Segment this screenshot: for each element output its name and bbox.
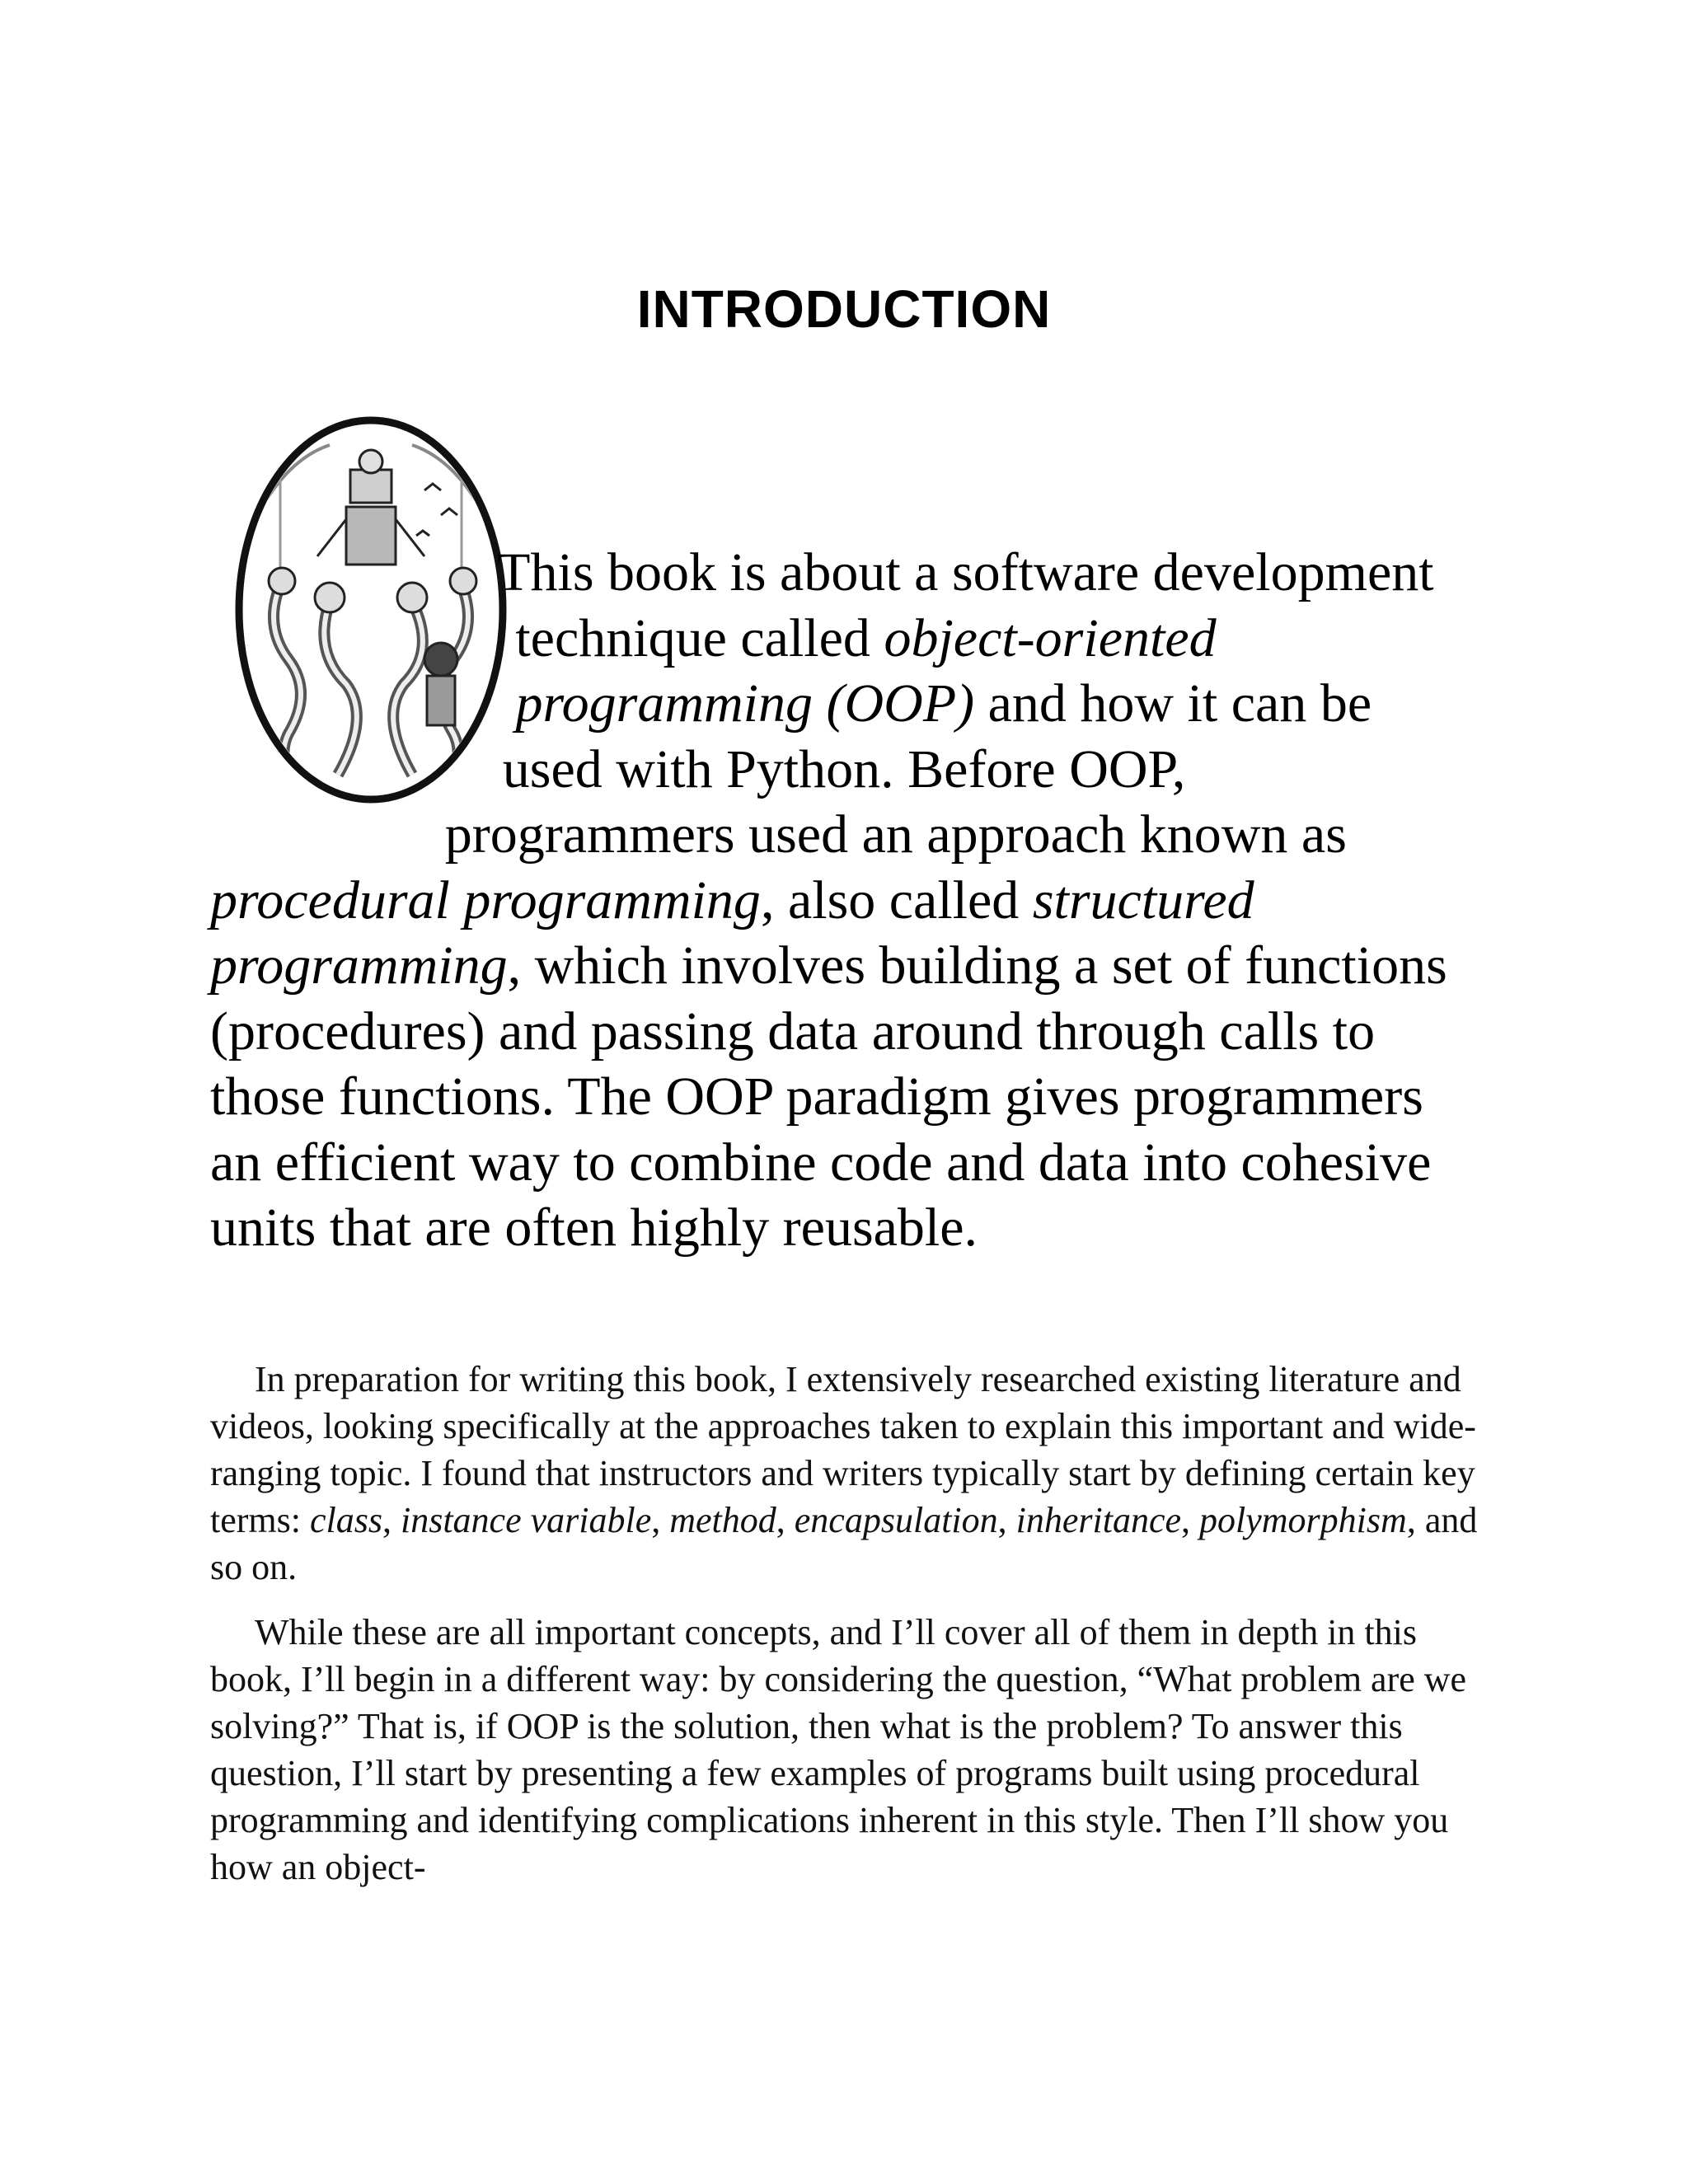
lead-text-2: and how it can be used with Python. Before OOP, programmers used an approach known as <box>444 673 1372 865</box>
lead-emphasis-procedural: procedural programming <box>210 869 761 930</box>
ornament-icon <box>231 412 511 808</box>
lead-text-1: This book is about a software development technique called <box>497 542 1434 668</box>
term-method: method <box>669 1500 776 1540</box>
lead-emphasis-oop: object-oriented programming (OOP) <box>515 607 1217 733</box>
chapter-ornament-illustration <box>210 412 515 824</box>
sep: , <box>651 1500 670 1540</box>
term-polymorphism: polymorphism <box>1199 1500 1407 1540</box>
lead-emphasis-structured: structured programming <box>210 869 1254 996</box>
sep: , <box>382 1500 401 1540</box>
sep: , <box>1181 1500 1200 1540</box>
lead-text-4: , which involves building a set of functions (procedures) and passing data around through calls to those functions. The OOP paradigm gives programmers an efficient way to combine code and data into cohesive units that are often highly reusable. <box>210 935 1447 1258</box>
paragraph-research <box>210 1356 1479 1591</box>
term-instance-variable: instance variable <box>400 1500 652 1540</box>
body-paragraphs <box>210 1356 1479 1909</box>
term-class: class <box>309 1500 382 1540</box>
para1-text-2: , and so on. <box>210 1500 1478 1587</box>
para1-text-1: In preparation for writing this book, I extensively researched existing literature and videos, looking specifically at the approaches taken to explain this important and wide-ranging topic. I found that instructors and writers typically start by defining certain key terms: <box>210 1359 1476 1540</box>
paragraph-problem: While these are all important concepts, and I’ll cover all of them in depth in this book, I’ll begin in a different way: by considering the question, “What problem are we solving?” That is, if OOP is the solution, then what is the problem? To answer this question, I’ll start by presenting a few examples of programs built using procedural programming and identifying complications inherent in this style. Then I’ll show you how an object- <box>210 1612 1467 1887</box>
term-encapsulation: encapsulation <box>794 1500 998 1540</box>
lead-text-3: , also called <box>760 869 1033 930</box>
sep: , <box>776 1500 795 1540</box>
sep: , <box>997 1500 1016 1540</box>
chapter-title: INTRODUCTION <box>636 279 1052 339</box>
lead-paragraph <box>210 540 1479 1261</box>
term-inheritance: inheritance <box>1015 1500 1182 1540</box>
